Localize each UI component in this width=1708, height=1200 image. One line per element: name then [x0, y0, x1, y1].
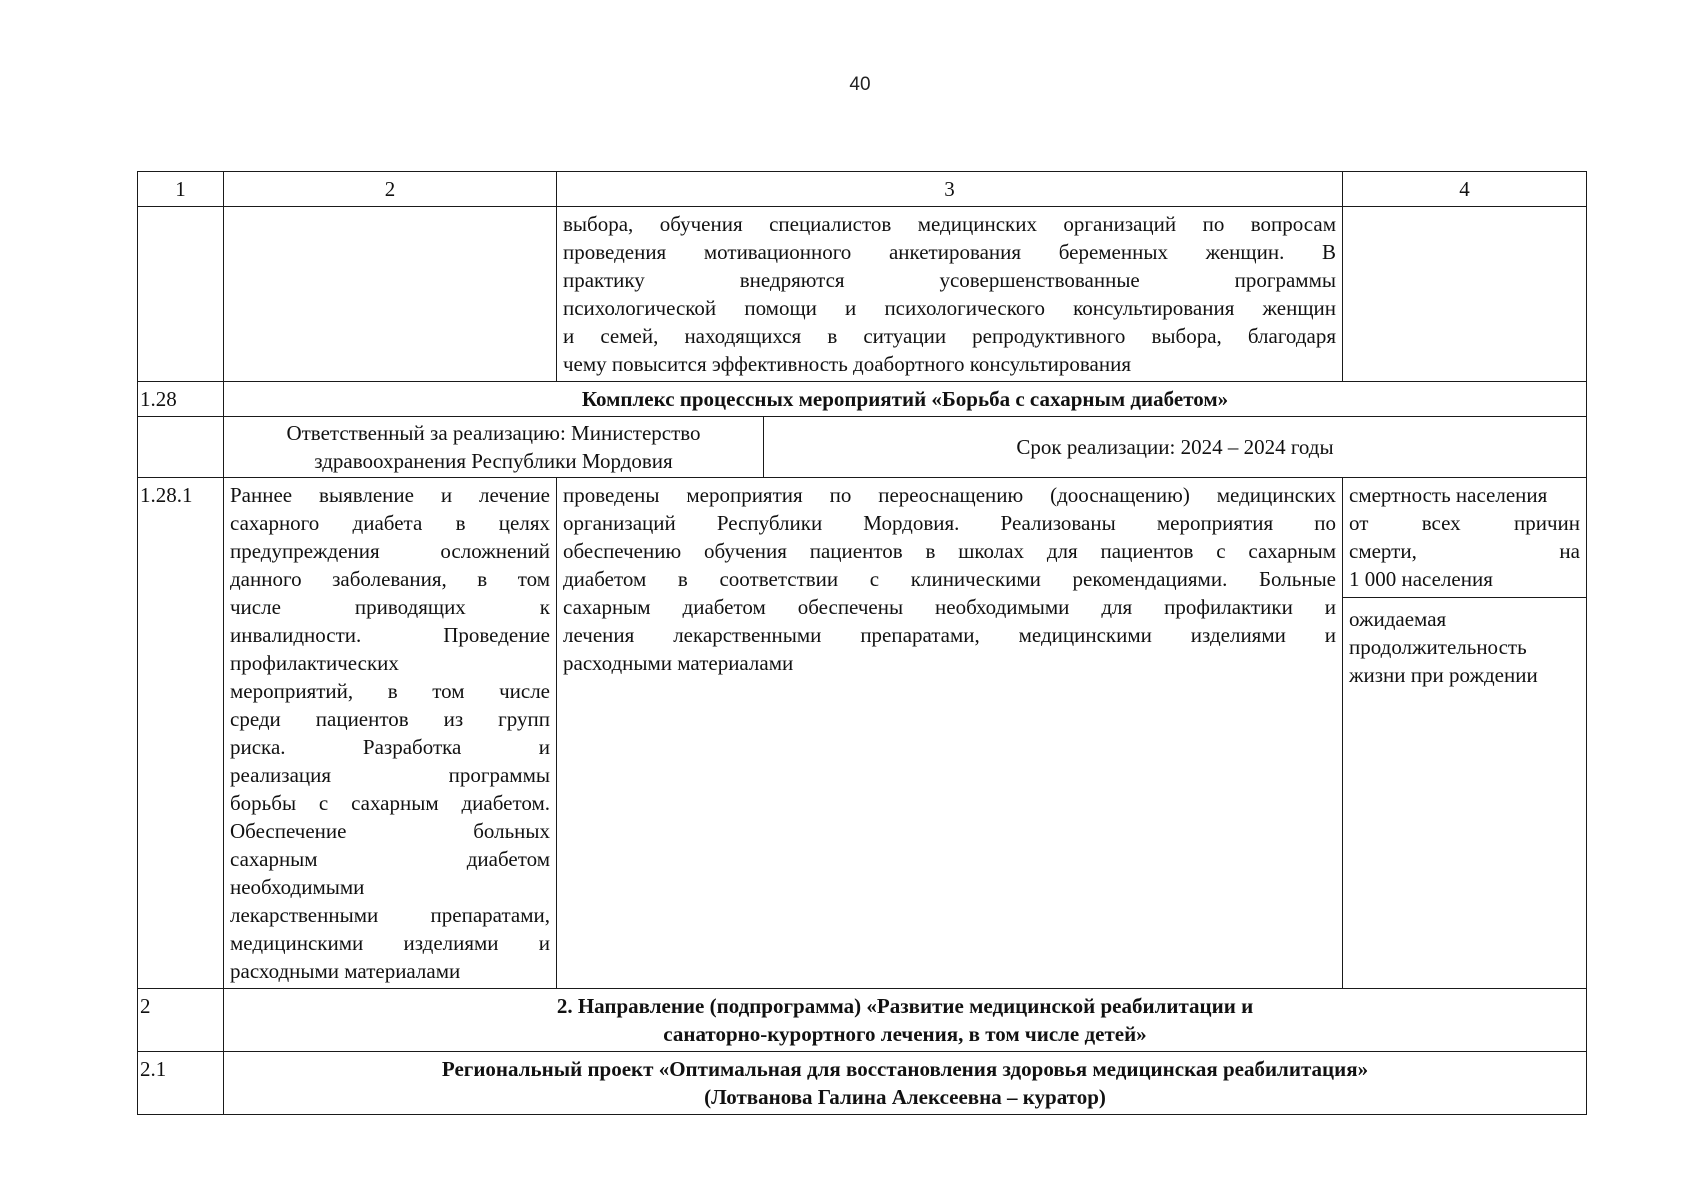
result-line: диабетом в соответствии с клиническими рекомендациями. Больные — [563, 567, 1336, 591]
section-number: 1.28 — [138, 382, 224, 417]
result-line: организаций Республики Мордовия. Реализованы мероприятия по — [563, 511, 1336, 535]
indicator-mortality — [1343, 478, 1586, 598]
measure-line: риска. Разработка и — [230, 735, 550, 759]
measure-line: реализация программы — [230, 763, 550, 787]
section-2-title — [224, 989, 1587, 1052]
continued-description-cell — [557, 207, 1343, 382]
section-title: Комплекс процессных мероприятий «Борьба с сахарным диабетом» — [224, 382, 1587, 417]
indicator-line: от всех причин — [1349, 511, 1580, 535]
indicators-cell — [1343, 478, 1587, 989]
desc-line: выбора, обучения специалистов медицинских организаций по вопросам — [563, 212, 1336, 236]
desc-line: и семей, находящихся в ситуации репродуктивного выбора, благодаря — [563, 324, 1336, 348]
measure-line: расходными материалами — [230, 959, 461, 983]
desc-line: чему повысится эффективность доабортного консультирования — [563, 352, 1131, 376]
continued-indicator-cell — [1343, 207, 1587, 382]
result-line: сахарным диабетом обеспечены необходимыми для профилактики и — [563, 595, 1336, 619]
page-number: 40 — [849, 74, 871, 95]
header-col-3: 3 — [557, 172, 1343, 207]
term-text: Срок реализации: 2024 – 2024 годы — [1016, 435, 1334, 459]
section-2-title-line: санаторно-курортного лечения, в том числе детей» — [663, 1022, 1147, 1046]
continued-num-cell — [138, 207, 224, 382]
row-number: 1.28.1 — [138, 478, 224, 989]
measure-line: борьбы с сахарным диабетом. — [230, 791, 550, 815]
responsible-text: Ответственный за реализацию: Министерство здравоохранения Республики Мордовия — [224, 417, 764, 477]
continued-row — [138, 207, 1587, 382]
measure-line: инвалидности. Проведение — [230, 623, 550, 647]
section-2-1-title-line: (Лотванова Галина Алексеевна – куратор) — [704, 1085, 1106, 1109]
row-1-28-1 — [138, 478, 1587, 989]
responsibility-cell — [224, 417, 1587, 478]
measure-line: данного заболевания, в том — [230, 567, 550, 591]
result-line: обеспечению обучения пациентов в школах для пациентов с сахарным — [563, 539, 1336, 563]
indicator-line: смерти, на — [1349, 539, 1580, 563]
header-col-4: 4 — [1343, 172, 1587, 207]
desc-line: психологической помощи и психологического консультирования женщин — [563, 296, 1336, 320]
section-2-title-line: 2. Направление (подпрограмма) «Развитие медицинской реабилитации и — [556, 994, 1254, 1018]
measure-name-cell — [224, 478, 557, 989]
section-2-1-title — [224, 1052, 1587, 1115]
result-line: лечения лекарственными препаратами, медицинскими изделиями и — [563, 623, 1336, 647]
measure-line: предупреждения осложнений — [230, 539, 550, 563]
measure-line: мероприятий, в том числе — [230, 679, 550, 703]
result-line: расходными материалами — [563, 651, 794, 675]
responsibility-num-cell — [138, 417, 224, 478]
section-2-1-number: 2.1 — [138, 1052, 224, 1115]
indicator-line: 1 000 населения — [1349, 567, 1493, 591]
measure-line: медицинскими изделиями и — [230, 931, 550, 955]
measure-line: Раннее выявление и лечение — [230, 483, 550, 507]
indicator-line: жизни при рождении — [1349, 663, 1538, 687]
section-2-1-row — [138, 1052, 1587, 1115]
program-table — [137, 171, 1587, 1115]
measure-line: числе приводящих к — [230, 595, 550, 619]
indicator-line: смертность населения — [1349, 483, 1548, 507]
section-2-row — [138, 989, 1587, 1052]
result-line: проведены мероприятия по переоснащению (дооснащению) медицинских — [563, 483, 1336, 507]
measure-line: лекарственными препаратами, — [230, 903, 550, 927]
measure-line: профилактических — [230, 651, 399, 675]
header-col-1: 1 — [138, 172, 224, 207]
section-2-number: 2 — [138, 989, 224, 1052]
indicator-life-expectancy — [1343, 598, 1586, 692]
measure-line: Обеспечение больных — [230, 819, 550, 843]
result-description-cell — [557, 478, 1343, 989]
measure-line: среди пациентов из групп — [230, 707, 550, 731]
responsibility-row — [138, 417, 1587, 478]
measure-line: сахарного диабета в целях — [230, 511, 550, 535]
desc-line: практику внедряются усовершенствованные программы — [563, 268, 1336, 292]
desc-line: проведения мотивационного анкетирования беременных женщин. В — [563, 240, 1336, 264]
continued-name-cell — [224, 207, 557, 382]
section-2-1-title-line: Региональный проект «Оптимальная для восстановления здоровья медицинская реабилитация» — [441, 1057, 1369, 1081]
section-1-28-row — [138, 382, 1587, 417]
measure-line: необходимыми — [230, 875, 365, 899]
header-row — [138, 172, 1587, 207]
indicator-line: ожидаемая — [1349, 607, 1447, 631]
indicator-line: продолжительность — [1349, 635, 1527, 659]
header-col-2: 2 — [224, 172, 557, 207]
measure-line: сахарным диабетом — [230, 847, 550, 871]
